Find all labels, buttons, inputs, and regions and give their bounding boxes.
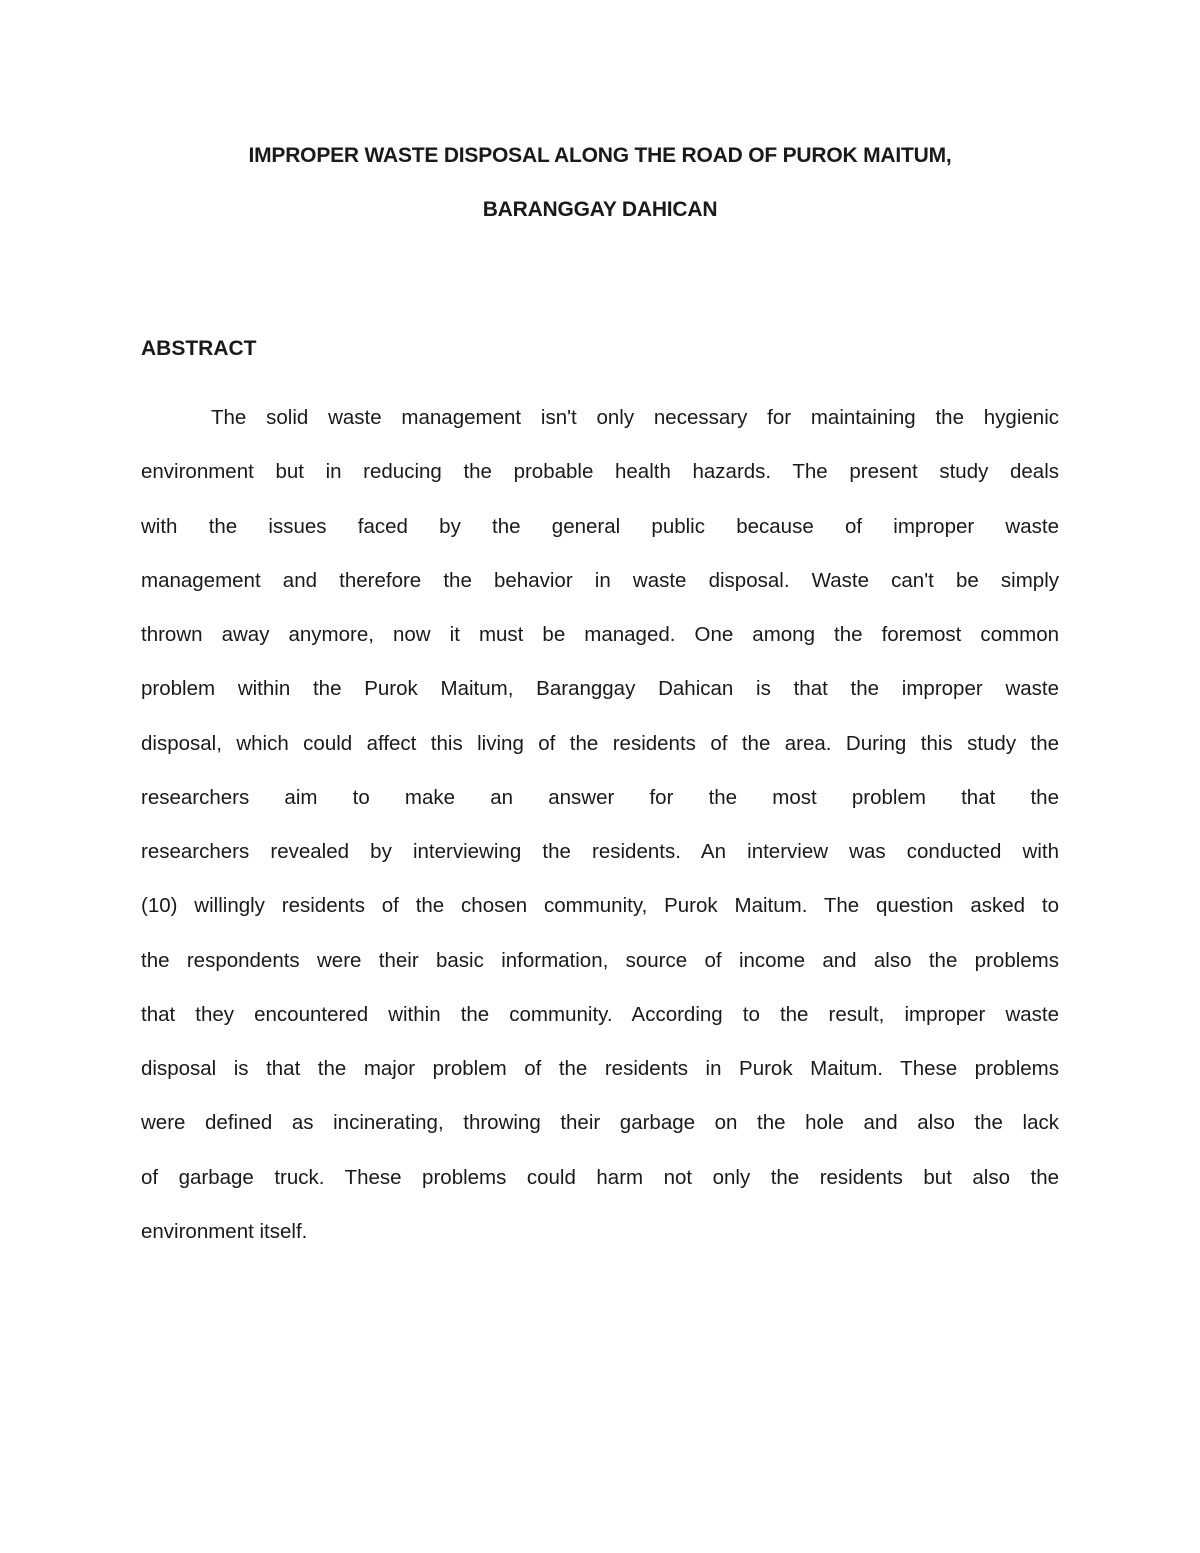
document-title — [0, 138, 1200, 246]
abstract-line: researchers aim to make an answer for the most problem that the — [141, 785, 1059, 809]
abstract-body — [141, 400, 1059, 1268]
abstract-line: with the issues faced by the general public because of improper waste — [141, 514, 1059, 538]
abstract-line: disposal is that the major problem of the residents in Purok Maitum. These problems — [141, 1057, 1059, 1080]
abstract-line: the respondents were their basic information, source of income and also the problems — [141, 948, 1059, 972]
abstract-line: (10) willingly residents of the chosen community, Purok Maitum. The question asked to — [141, 894, 1059, 918]
abstract-line: researchers revealed by interviewing the residents. An interview was conducted with — [141, 840, 1059, 863]
abstract-line: disposal, which could affect this living of the residents of the area. During this study the — [141, 731, 1059, 755]
abstract-line: The solid waste management isn't only necessary for maintaining the hygienic — [211, 406, 1059, 429]
abstract-line: were defined as incinerating, throwing their garbage on the hole and also the lack — [141, 1111, 1059, 1135]
abstract-line: environment itself. — [141, 1219, 308, 1243]
abstract-line: environment but in reducing the probable health hazards. The present study deals — [141, 460, 1059, 484]
abstract-line: that they encountered within the community. According to the result, improper waste — [141, 1002, 1059, 1026]
abstract-heading: ABSTRACT — [141, 337, 257, 360]
title-line-1: IMPROPER WASTE DISPOSAL ALONG THE ROAD OF PUROK MAITUM, — [248, 144, 952, 167]
abstract-line: thrown away anymore, now it must be managed. One among the foremost common — [141, 623, 1059, 646]
abstract-line: management and therefore the behavior in waste disposal. Waste can't be simply — [141, 568, 1059, 592]
abstract-line: problem within the Purok Maitum, Baranggay Dahican is that the improper waste — [141, 677, 1059, 701]
abstract-line: of garbage truck. These problems could harm not only the residents but also the — [141, 1165, 1059, 1189]
title-line-2: BARANGGAY DAHICAN — [482, 198, 718, 221]
